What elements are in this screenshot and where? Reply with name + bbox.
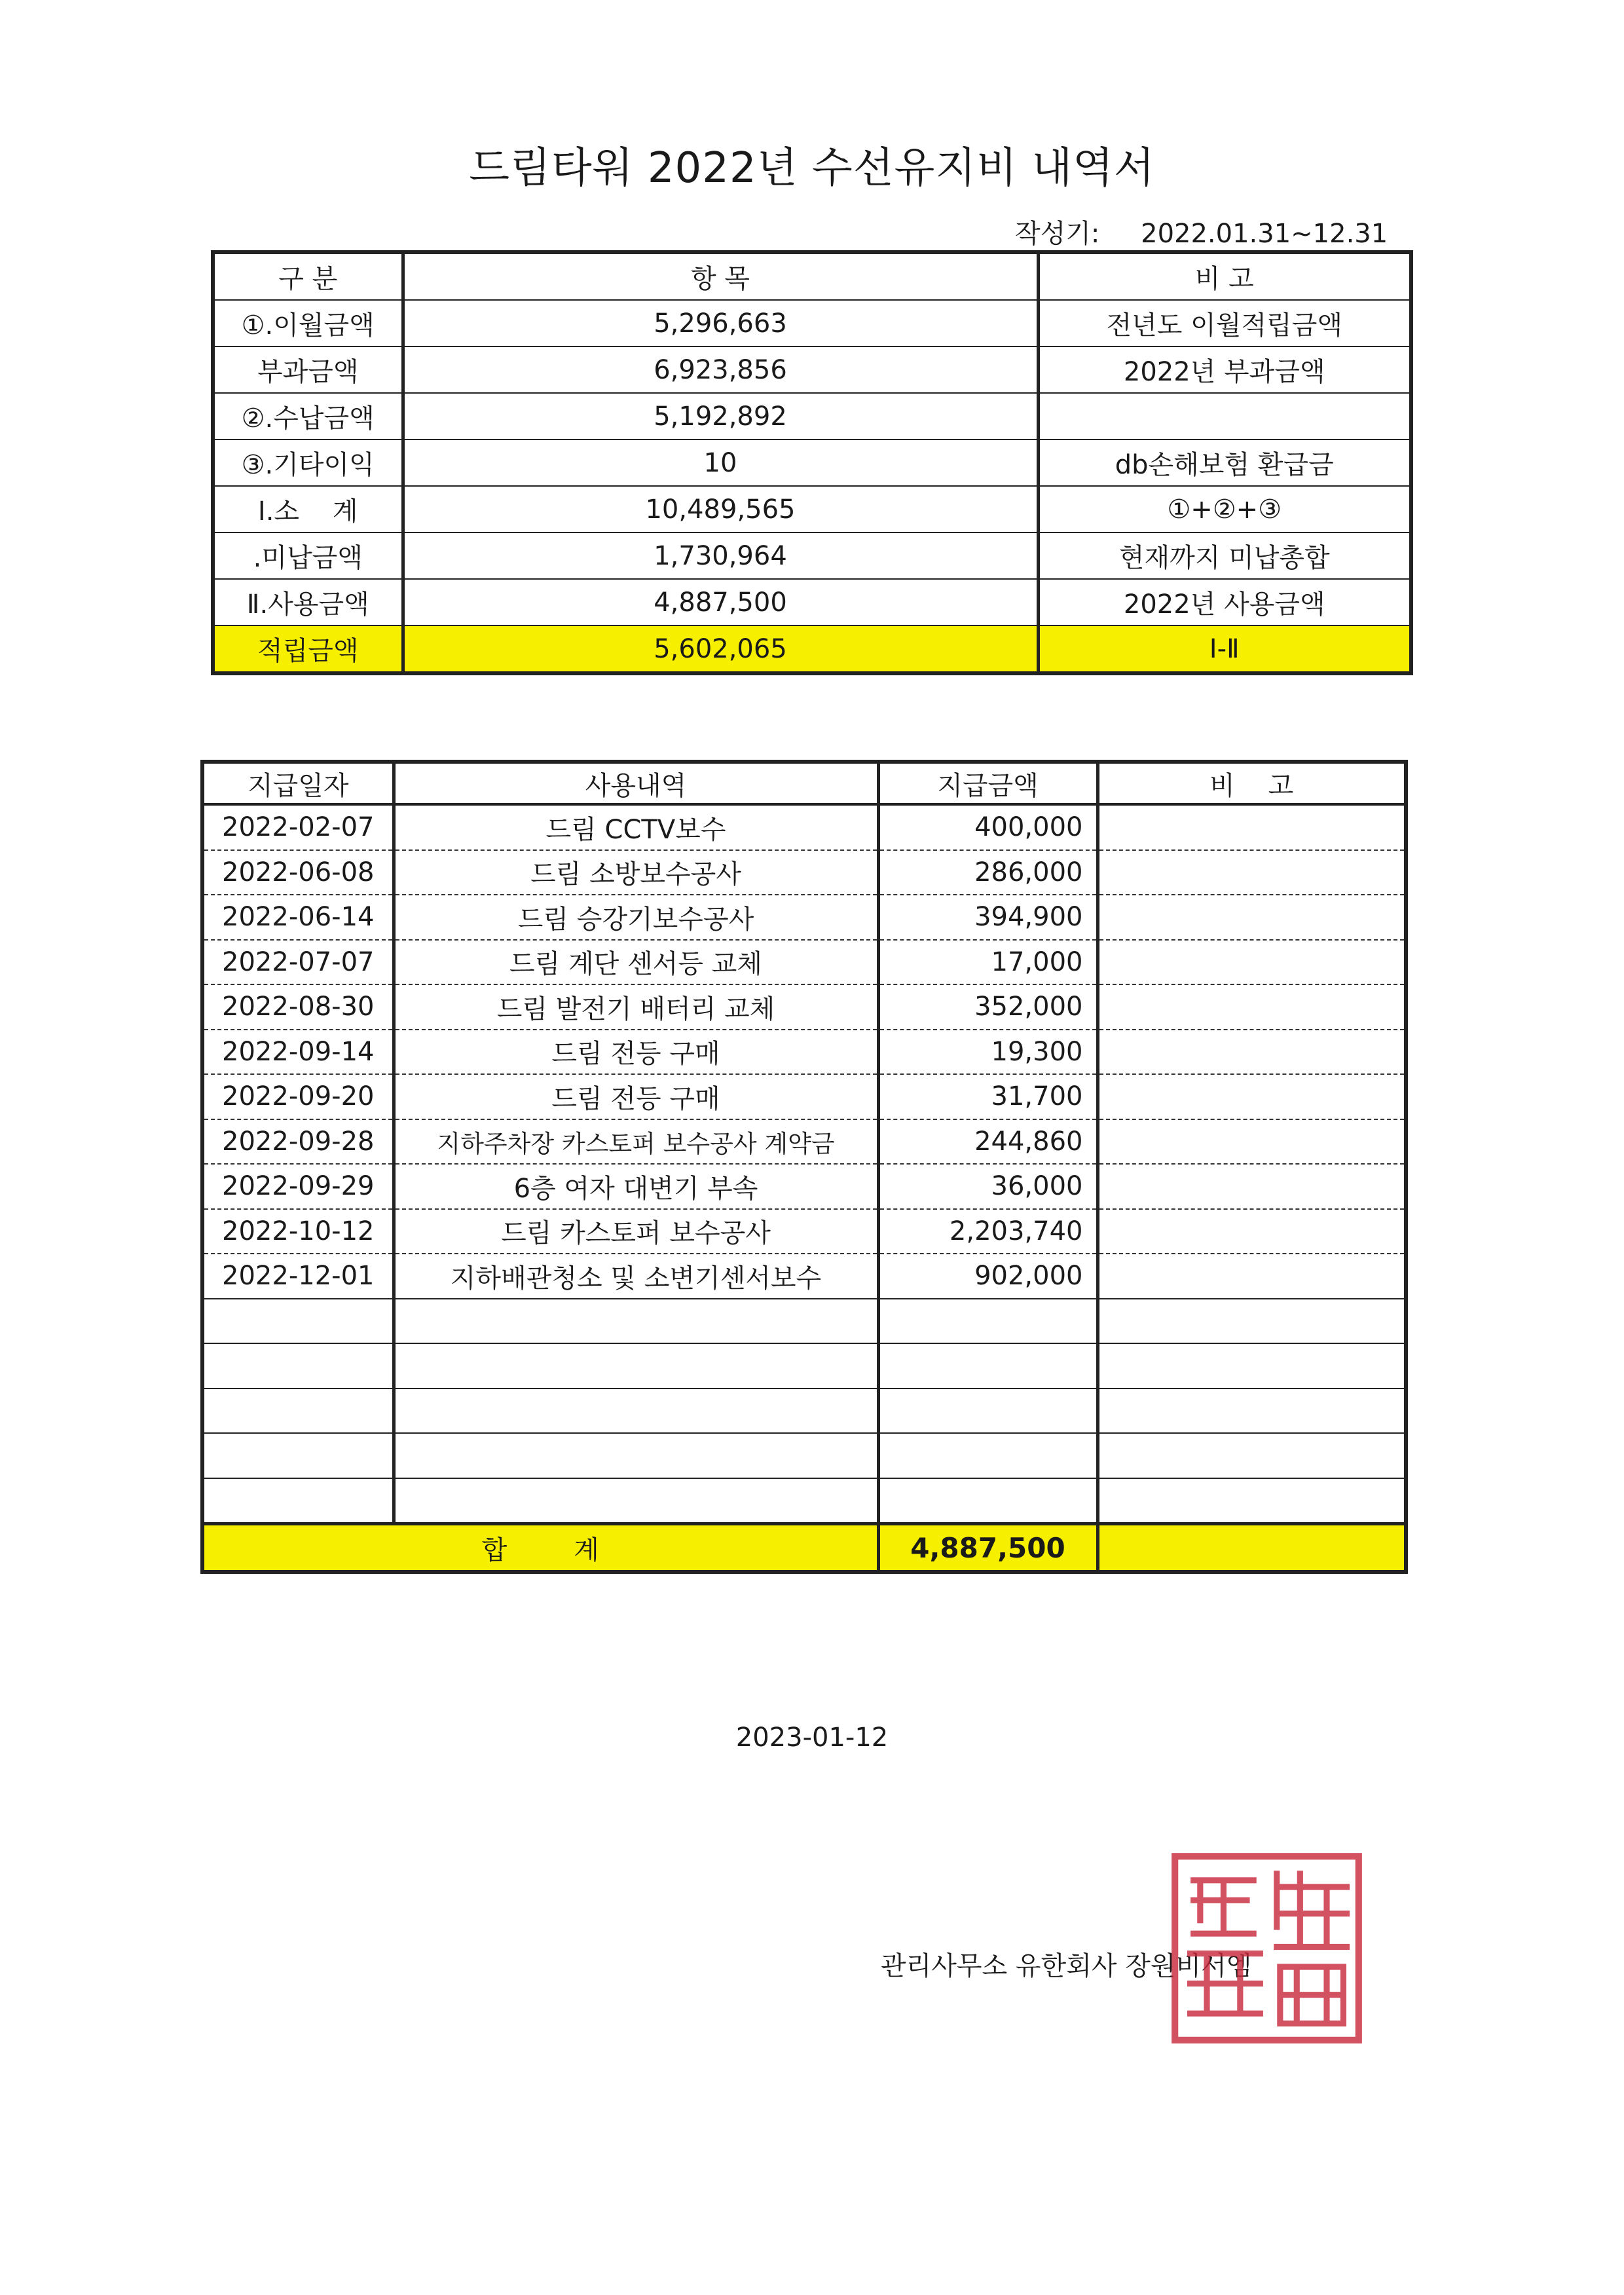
expense-note (1098, 850, 1406, 895)
summary-header-category: 구 분 (213, 252, 403, 300)
table-row (202, 1119, 1406, 1165)
expense-note (1098, 804, 1406, 850)
summary-amount: 4,887,500 (403, 579, 1038, 625)
summary-amount: 5,192,892 (403, 393, 1038, 439)
expense-header-date: 지급일자 (202, 762, 394, 804)
total-row (202, 1524, 1406, 1573)
summary-amount: 5,296,663 (403, 300, 1038, 346)
expense-amount: 400,000 (878, 804, 1098, 850)
expense-date: 2022-10-12 (202, 1209, 394, 1254)
expense-amount: 394,900 (878, 895, 1098, 940)
expense-amount: 19,300 (878, 1030, 1098, 1075)
expense-date: 2022-09-14 (202, 1030, 394, 1075)
expense-date: 2022-09-28 (202, 1119, 394, 1165)
expense-header-description: 사용내역 (394, 762, 878, 804)
summary-reserve-row (213, 625, 1411, 673)
summary-row (213, 300, 1411, 346)
empty-row (202, 1299, 1406, 1344)
company-seal-stamp (1167, 1847, 1367, 2047)
table-row (202, 1030, 1406, 1075)
expense-date: 2022-09-29 (202, 1164, 394, 1209)
summary-row (213, 393, 1411, 439)
summary-table (211, 250, 1413, 675)
expense-description: 드림 전등 구매 (394, 1074, 878, 1119)
expense-description: 드림 전등 구매 (394, 1030, 878, 1075)
expense-header-amount: 지급금액 (878, 762, 1098, 804)
summary-header-note: 비 고 (1038, 252, 1411, 300)
expense-note (1098, 1119, 1406, 1165)
table-row (202, 940, 1406, 985)
summary-category: ③.기타이익 (213, 439, 403, 486)
table-row (202, 804, 1406, 850)
summary-amount: 5,602,065 (403, 625, 1038, 673)
summary-category: Ⅱ.사용금액 (213, 579, 403, 625)
expense-date: 2022-02-07 (202, 804, 394, 850)
expense-description: 드림 카스토퍼 보수공사 (394, 1209, 878, 1254)
total-amount: 4,887,500 (878, 1524, 1098, 1573)
expense-table (200, 760, 1408, 1574)
expense-amount: 17,000 (878, 940, 1098, 985)
expense-description: 드림 소방보수공사 (394, 850, 878, 895)
signer: 관리사무소 유한회사 장원비서엠 (881, 1951, 1252, 1981)
table-row (202, 984, 1406, 1030)
table-row (202, 1209, 1406, 1254)
expense-note (1098, 1074, 1406, 1119)
summary-category: 적립금액 (213, 625, 403, 673)
expense-date: 2022-07-07 (202, 940, 394, 985)
period-label: 작성기: (1015, 219, 1100, 249)
total-note (1098, 1524, 1406, 1573)
table-row (202, 1254, 1406, 1299)
summary-note: ①+②+③ (1038, 486, 1411, 532)
summary-row (213, 439, 1411, 486)
issue-date: 2023-01-12 (735, 1723, 889, 1753)
summary-note: 현재까지 미납총합 (1038, 532, 1411, 579)
summary-note: Ⅰ-Ⅱ (1038, 625, 1411, 673)
summary-category: .미납금액 (213, 532, 403, 579)
summary-row (213, 579, 1411, 625)
expense-note (1098, 940, 1406, 985)
empty-row (202, 1389, 1406, 1434)
expense-description: 드림 발전기 배터리 교체 (394, 984, 878, 1030)
expense-amount: 244,860 (878, 1119, 1098, 1165)
expense-amount: 31,700 (878, 1074, 1098, 1119)
period (1015, 213, 1388, 250)
expense-header-note: 비 고 (1098, 762, 1406, 804)
expense-description: 드림 계단 센서등 교체 (394, 940, 878, 985)
expense-note (1098, 1254, 1406, 1299)
expense-description: 드림 CCTV보수 (394, 804, 878, 850)
total-label: 합 계 (202, 1524, 878, 1573)
table-row (202, 1164, 1406, 1209)
summary-header-row (213, 252, 1411, 300)
expense-date: 2022-12-01 (202, 1254, 394, 1299)
expense-description: 드림 승강기보수공사 (394, 895, 878, 940)
expense-amount: 2,203,740 (878, 1209, 1098, 1254)
summary-row (213, 346, 1411, 393)
expense-date: 2022-09-20 (202, 1074, 394, 1119)
expense-description: 6층 여자 대변기 부속 (394, 1164, 878, 1209)
summary-category: Ⅰ.소 계 (213, 486, 403, 532)
summary-header-item: 항 목 (403, 252, 1038, 300)
summary-row (213, 532, 1411, 579)
expense-amount: 352,000 (878, 984, 1098, 1030)
expense-description: 지하배관청소 및 소변기센서보수 (394, 1254, 878, 1299)
expense-date: 2022-06-08 (202, 850, 394, 895)
summary-category: ①.이월금액 (213, 300, 403, 346)
summary-note: db손해보험 환급금 (1038, 439, 1411, 486)
summary-category: 부과금액 (213, 346, 403, 393)
expense-description: 지하주차장 카스토퍼 보수공사 계약금 (394, 1119, 878, 1165)
summary-amount: 10,489,565 (403, 486, 1038, 532)
expense-amount: 36,000 (878, 1164, 1098, 1209)
expense-header-row (202, 762, 1406, 804)
summary-note (1038, 393, 1411, 439)
expense-note (1098, 1030, 1406, 1075)
summary-category: ②.수납금액 (213, 393, 403, 439)
summary-note: 2022년 부과금액 (1038, 346, 1411, 393)
table-row (202, 895, 1406, 940)
expense-date: 2022-08-30 (202, 984, 394, 1030)
table-row (202, 1074, 1406, 1119)
empty-row (202, 1343, 1406, 1389)
summary-amount: 10 (403, 439, 1038, 486)
expense-note (1098, 1164, 1406, 1209)
table-row (202, 850, 1406, 895)
expense-amount: 902,000 (878, 1254, 1098, 1299)
period-value: 2022.01.31~12.31 (1141, 219, 1388, 249)
expense-note (1098, 895, 1406, 940)
summary-row (213, 486, 1411, 532)
expense-amount: 286,000 (878, 850, 1098, 895)
expense-date: 2022-06-14 (202, 895, 394, 940)
summary-note: 전년도 이월적립금액 (1038, 300, 1411, 346)
summary-amount: 6,923,856 (403, 346, 1038, 393)
empty-row (202, 1433, 1406, 1478)
expense-note (1098, 1209, 1406, 1254)
summary-amount: 1,730,964 (403, 532, 1038, 579)
expense-note (1098, 984, 1406, 1030)
summary-note: 2022년 사용금액 (1038, 579, 1411, 625)
empty-row (202, 1478, 1406, 1524)
document-title: 드림타워 2022년 수선유지비 내역서 (469, 144, 1155, 193)
